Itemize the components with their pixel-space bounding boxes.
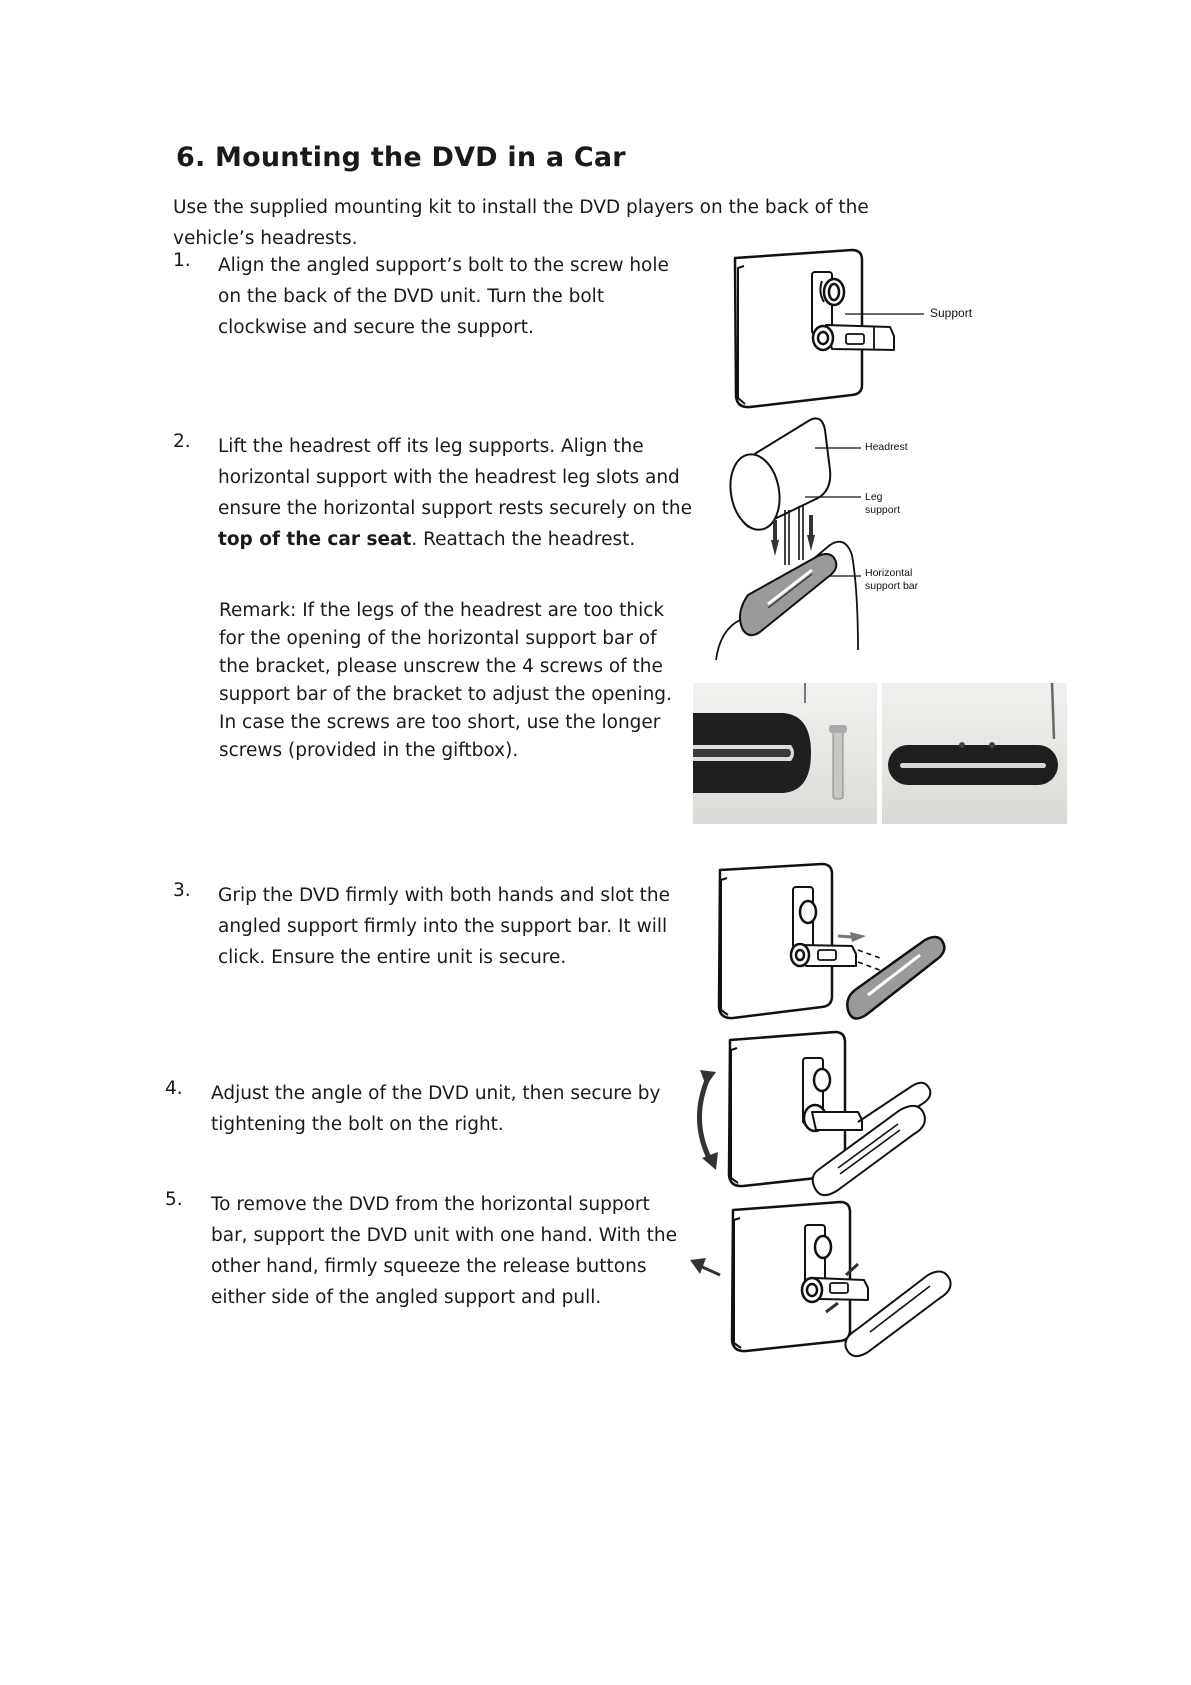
step-3-text: Grip the DVD firmly with both hands and slot the angled support firmly into the support bar. It will click. Ensure the entire unit is secure.	[218, 885, 670, 968]
step-2-text-emphasis: top of the car seat	[218, 529, 412, 550]
section-intro: Use the supplied mounting kit to install the DVD players on the back of the vehicle’s headrests.	[173, 197, 869, 249]
step-2-text-main: Lift the headrest off its leg supports. Align the horizontal support with the headrest leg slots and ensure the horizontal support rests securely on the	[218, 436, 692, 519]
step-4-number: 4.	[165, 1078, 183, 1099]
label-leg-support: Leg support	[865, 491, 901, 516]
remark-text: Remark: If the legs of the headrest are too thick for the opening of the horizontal support bar of the bracket, please unscrew the 4 screws of the support bar of the bracket to adjust the opening. In case the screws are too short, use the longer screws (provided in the giftbox).	[219, 600, 672, 761]
step-1-text: Align the angled support’s bolt to the screw hole on the back of the DVD unit. Turn the bolt clockwise and secure the support.	[218, 255, 669, 338]
step-2-text-end: . Reattach the headrest.	[411, 529, 636, 550]
label-support: Support	[930, 306, 973, 320]
step-1-number: 1.	[173, 250, 191, 271]
step-2-number: 2.	[173, 431, 191, 452]
step-5-number: 5.	[165, 1189, 183, 1210]
label-headrest: Headrest	[865, 441, 908, 453]
section-title: 6. Mounting the DVD in a Car	[176, 142, 626, 173]
label-horizontal-support-bar: Horizontal support bar	[865, 567, 919, 592]
step-5-text: To remove the DVD from the horizontal support bar, support the DVD unit with one hand. With the other hand, firmly squeeze the release buttons either side of the angled support and pull.	[211, 1194, 677, 1308]
step-4-text: Adjust the angle of the DVD unit, then secure by tightening the bolt on the right.	[211, 1083, 661, 1135]
step-3-number: 3.	[173, 880, 191, 901]
